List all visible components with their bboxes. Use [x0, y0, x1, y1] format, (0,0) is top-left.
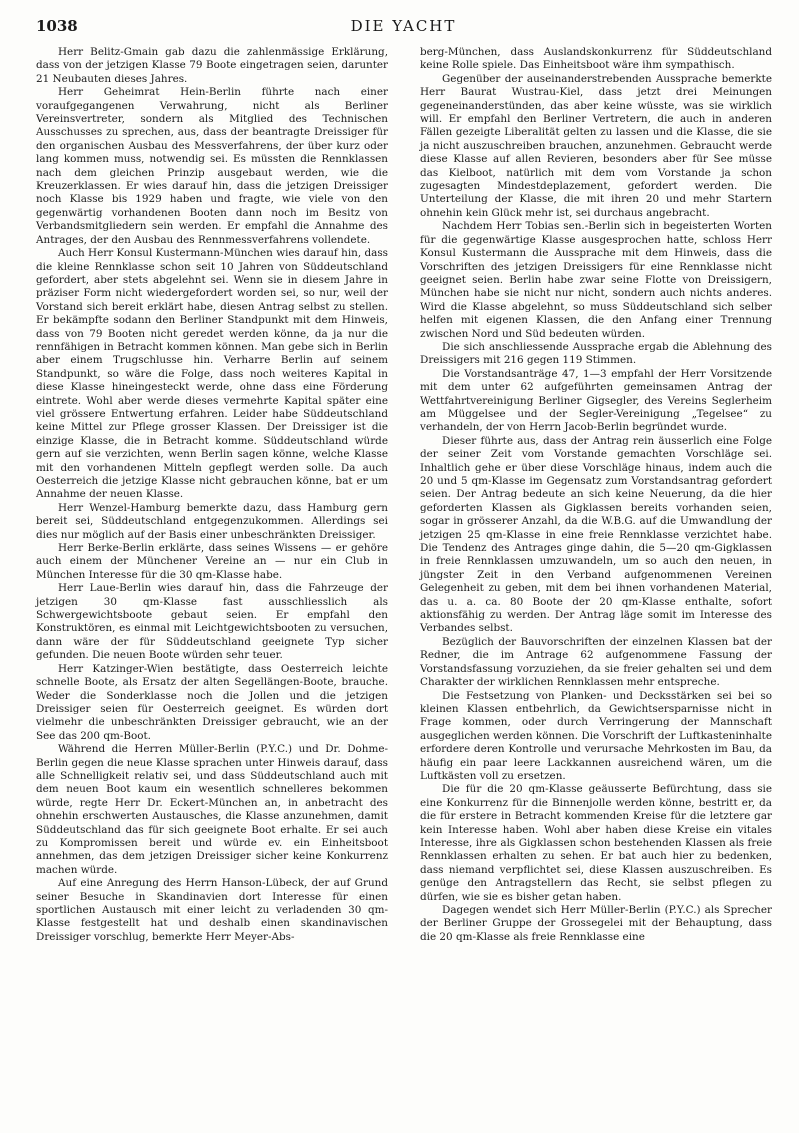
paragraph: berg-München, dass Auslandskonkurrenz für Süddeutschland keine Rolle spiele. Das Einheitsboot wäre ihm sympathisch. [420, 46, 772, 72]
paragraph: Gegenüber der auseinanderstrebenden Aussprache bemerkte Herr Baurat Wustrau-Kiel, dass jetzt drei Meinungen gegeneinanderstünden, das aber keine wüsste, was sie wirklich will. Er empfahl den Berliner Vertretern, die auch in anderen Fällen gezeigte Liberalität gelten zu lassen und die Klasse, die sie ja nicht auszuschreiben brauchen, anzunehmen. Gebraucht werde diese Klasse auf allen Revieren, besonders aber für See müsse das Kielboot, natürlich mit dem vom Vorstande ja schon zugesagten Mindestdeplazement, gefordert werden. Die Unterteilung der Klasse, die mit ihren 20 und mehr Startern ohnehin kein Glück mehr ist, sei durchaus angebracht. [420, 72, 772, 219]
paragraph: Auch Herr Konsul Kustermann-München wies darauf hin, dass die kleine Rennklasse schon seit 10 Jahren von Süddeutschland gefordert, aber stets abgelehnt sei. Wenn sie in diesem Jahre in präziser Form nicht wiedergefordert worden sei, so nur, weil der Vorstand sich bereit erklärt habe, diesen Antrag selbst zu stellen. Er bekämpfte sodann den Berliner Standpunkt mit dem Hinweis, dass von 79 Booten nicht geredet werden könne, da ja nur die rennfähigen in Betracht kommen können. Man gebe sich in Berlin aber einem Trugschlusse hin. Verharre Berlin auf seinem Standpunkt, so wäre die Folge, dass noch weiteres Kapital in diese Klasse hineingesteckt werde, ohne dass eine Förderung eintrete. Wohl aber werde dieses vermehrte Kapital später eine viel grössere Entwertung erfahren. Leider habe Süddeutschland keine Mittel zur Pflege grosser Klassen. Der Dreissiger ist die einzige Klasse, die in Betracht komme. Süddeutschland würde gern auf sie verzichten, wenn Berlin sagen könne, welche Klasse mit den vorhandenen Mitteln gepflegt werden solle. Da auch Oesterreich die jetzige Klasse nicht gebrauchen könne, bat er um Annahme der neuen Klasse. [36, 247, 388, 501]
paragraph: Auf eine Anregung des Herrn Hanson-Lübeck, der auf Grund seiner Besuche in Skandinavien dort Interesse für einen sportlichen Austausch mit einer leicht zu verladenden 30 qm-Klasse festgestellt hat und deshalb einen skandinavischen Dreissiger vorschlug, bemerkte Herr Meyer-Abs- [36, 877, 388, 943]
paragraph: Herr Geheimrat Hein-Berlin führte nach einer voraufgegangenen Verwahrung, nicht als Berliner Vereinsvertreter, sondern als Mitglied des Technischen Ausschusses zu sprechen, aus, dass der beantragte Dreissiger für den organischen Ausbau des Messverfahrens, der über kurz oder lang kommen muss, notwendig sei. Es müssten die Rennklassen nach dem gleichen Prinzip ausgebaut werden, wie die Kreuzerklassen. Er wies darauf hin, dass die jetzigen Dreissiger noch Klasse bis 1929 haben und fragte, wie viele von den gegenwärtig vorhandenen Booten dann noch im Besitz von Verbandsmitgliedern sein werden. Er empfahl die Annahme des Antrages, der den Ausbau des Rennmessverfahrens vollendete. [36, 86, 388, 246]
paragraph: Herr Katzinger-Wien bestätigte, dass Oesterreich leichte schnelle Boote, als Ersatz der alten Segellängen-Boote, brauche. Weder die Sonderklasse noch die Jollen und die jetzigen Dreissiger seien für Oesterreich geeignet. Es würden dort vielmehr die unbeschränkten Dreissiger gebraucht, wie an der See das 200 qm-Boot. [36, 662, 388, 742]
paragraph: Herr Laue-Berlin wies darauf hin, dass die Fahrzeuge der jetzigen 30 qm-Klasse fast ausschliesslich als Schwergewichtsboote gebaut seien. Er empfahl den Konstruktören, es einmal mit Leichtgewichtsbooten zu versuchen, dann wäre der für Süddeutschland geeignete Typ sicher gefunden. Die neuen Boote würden sehr teuer. [36, 582, 388, 662]
page-number: 1038 [36, 17, 78, 35]
paragraph: Herr Berke-Berlin erklärte, dass seines Wissens — er gehöre auch einem der Münchener Vereine an — nur ein Club in München Interesse für die 30 qm-Klasse habe. [36, 542, 388, 581]
paragraph: Dieser führte aus, dass der Antrag rein äusserlich eine Folge der seiner Zeit vom Vorstande gemachten Vorschläge sei. Inhaltlich gehe er über diese Vorschläge hinaus, indem auch die 20 und 5 qm-Klasse im Gegensatz zum Vorstandsantrag gefordert seien. Der Antrag bedeute an sich keine Neuerung, da die hier geforderten Klassen als Gigklassen bereits vorhanden seien, sogar in grösserer Anzahl, da die W.B.G. auf die Umwandlung der jetzigen 25 qm-Klasse in eine freie Rennklasse verzichtet habe. Die Tendenz des Antrages ginge dahin, die 5—20 qm-Gigklassen in freie Rennklassen umzuwandeln, um so auch den neuen, in jüngster Zeit in den Verband aufgenommenen Vereinen Gelegenheit zu geben, mit dem bei ihnen vorhandenen Material, das u. a. ca. 80 Boote der 20 qm-Klasse enthalte, sofort aktionsfähig zu werden. Der Antrag läge somit im Interesse des Verbandes selbst. [420, 434, 772, 635]
right-column [420, 46, 772, 944]
paragraph: Bezüglich der Bauvorschriften der einzelnen Klassen bat der Redner, die im Antrage 62 aufgenommene Fassung der Vorstandsfassung vorzuziehen, da sie freier gehalten sei und dem Charakter der wirklichen Rennklassen mehr entspreche. [420, 635, 772, 689]
paragraph: Die Festsetzung von Planken- und Decksstärken sei bei so kleinen Klassen entbehrlich, da Gewichtsersparnisse nicht in Frage kommen, oder durch Verringerung der Mannschaft ausgeglichen werden können. Die Vorschrift der Luftkasteninhalte erfordere deren Kontrolle und verursache Mehrkosten im Bau, da häufig ein paar leere Lackkannen ausreichend wären, um die Luftkästen voll zu ersetzen. [420, 689, 772, 782]
left-column [36, 46, 388, 944]
paragraph: Die für die 20 qm-Klasse geäusserte Befürchtung, dass sie eine Konkurrenz für die Binnenjolle werden könne, bestritt er, da die für erstere in Betracht kommenden Kreise für die letztere gar kein Interesse haben. Wohl aber haben diese Kreise ein vitales Interesse, ihre als Gigklassen schon bestehenden Klassen als freie Rennklassen erhalten zu sehen. Er bat auch hier zu bedenken, dass niemand verpflichtet sei, diese Klassen auszuschreiben. Es genüge den Antragstellern das Recht, sie selbst pflegen zu dürfen, wie sie es bisher getan haben. [420, 783, 772, 903]
page-header [36, 17, 771, 41]
paragraph: Während die Herren Müller-Berlin (P.Y.C.) und Dr. Dohme-Berlin gegen die neue Klasse sprachen unter Hinweis darauf, dass alle Schnelligkeit relativ sei, und dass Süddeutschland auch mit dem neuen Boot kaum ein wesentlich schnelleres bekommen würde, regte Herr Dr. Eckert-München an, in anbetracht des ohnehin erschwerten Austausches, die Klasse anzunehmen, damit Süddeutschland das für sich geeignete Boot erhalte. Er sei auch zu Kompromissen bereit und würde ev. ein Einheitsboot annehmen, das dem jetzigen Dreissiger sicher keine Konkurrenz machen würde. [36, 743, 388, 876]
paragraph: Nachdem Herr Tobias sen.-Berlin sich in begeisterten Worten für die gegenwärtige Klasse ausgesprochen hatte, schloss Herr Konsul Kustermann die Aussprache mit dem Hinweis, dass die Vorschriften des jetzigen Dreissigers für eine Rennklasse nicht geeignet seien. Berlin habe zwar seine Flotte von Dreissigern, München habe sie nicht nur nicht, sondern auch nichts anderes. Wird die Klasse abgelehnt, so muss Süddeutschland sich selber helfen mit eigenen Klassen, die den Anfang einer Trennung zwischen Nord und Süd bedeuten würden. [420, 220, 772, 340]
paragraph: Herr Wenzel-Hamburg bemerkte dazu, dass Hamburg gern bereit sei, Süddeutschland entgegenzukommen. Allerdings sei dies nur möglich auf der Basis einer unbeschränkten Dreissiger. [36, 501, 388, 541]
paragraph: Die sich anschliessende Aussprache ergab die Ablehnung des Dreissigers mit 216 gegen 119 Stimmen. [420, 340, 772, 367]
running-title: DIE YACHT [350, 17, 457, 35]
paragraph: Die Vorstandsanträge 47, 1—3 empfahl der Herr Vorsitzende mit dem unter 62 aufgeführten gemeinsamen Antrag der Wettfahrtvereinigung Berliner Gigsegler, des Vereins Seglerheim am Müggelsee und der Segler-Vereinigung „Tegelsee“ zu verhandeln, der von Herrn Jacob-Berlin begründet wurde. [420, 367, 772, 434]
paragraph: Herr Belitz-Gmain gab dazu die zahlenmässige Erklärung, dass von der jetzigen Klasse 79 Boote eingetragen seien, darunter 21 Neubauten dieses Jahres. [36, 46, 388, 85]
paragraph: Dagegen wendet sich Herr Müller-Berlin (P.Y.C.) als Sprecher der Berliner Gruppe der Grossegelei mit der Behauptung, dass die 20 qm-Klasse als freie Rennklasse eine [420, 904, 772, 943]
